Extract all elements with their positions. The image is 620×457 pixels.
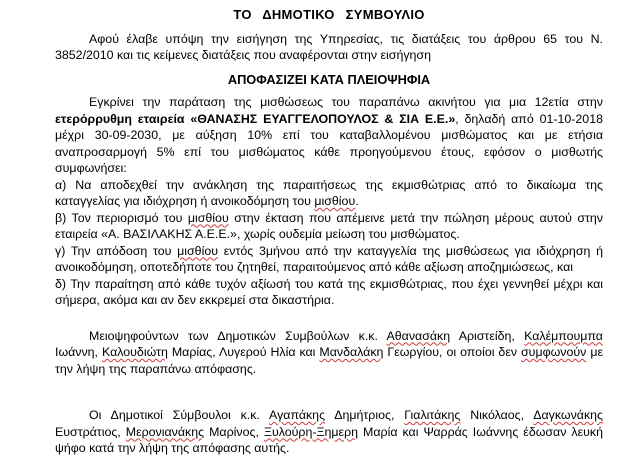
blank-votes-paragraph xyxy=(55,407,603,457)
text: Μαρία και Ψαρράς Ιωάννης έδωσαν λευκή ψήφο κατά την λήψη της απόφασης αυτής. xyxy=(55,424,603,455)
text: με την λήψη της παραπάνω απόφασης. xyxy=(55,345,603,376)
member-name: Αθανασάκη xyxy=(386,328,451,343)
condition-text: α) Να αποδεχθεί την ανάκληση της παραιτήσεως της εκμισθώτριας από το δικαίωμα της καταγγελίας για ιδιόχρηση ή ανοικοδόμηση του xyxy=(55,177,603,208)
spellcheck-word: συμφωνούν xyxy=(521,345,587,359)
condition-d xyxy=(55,276,603,309)
intro-paragraph: Αφού έλαβε υπόψη την εισήγηση της Υπηρεσίας, τις διατάξεις του άρθρου 65 του Ν. 3852/2010 και τις κείμενες διατάξεις που αναφέρονται στην εισήγηση xyxy=(55,31,603,62)
text: Μειοψηφούντων των Δημοτικών Συμβούλων κ.κ. xyxy=(89,328,387,343)
member-name: Αγαπάκης xyxy=(269,408,326,422)
condition-b xyxy=(55,210,603,243)
condition-text: γ) Την απόδοση του xyxy=(55,243,178,258)
member-name: Καλέμπουμπα xyxy=(524,328,603,343)
member-name: Μανδαλάκη xyxy=(319,345,384,359)
decision-heading: ΑΠΟΦΑΣΙΖΕΙ ΚΑΤΑ ΠΛΕΙΟΨΗΦΙΑ xyxy=(227,71,431,87)
text: Μαρίνος, xyxy=(204,424,264,439)
member-name: Δαγκωνάκης xyxy=(533,408,604,422)
text: Ιωάννη, xyxy=(55,345,102,359)
text: Γεωργίου, οι οποίοι δεν xyxy=(383,345,522,359)
condition-text: εντός 3μήνου από την καταγγελία της μισθώσεως για ιδιόχρηση ή ανοικοδόμηση, οποτεδήποτε του ζητηθεί, παραιτούμενος από κάθε αξίωση αποζημιώσεως, και xyxy=(55,243,603,274)
condition-c xyxy=(55,243,603,276)
member-name: Καλουδιώτη xyxy=(101,345,168,359)
text: Νικόλαος, xyxy=(460,408,534,422)
condition-text: δ) Την παραίτηση από κάθε τυχόν αξίωσή του κατά της εκμισθώτριας, που έχει γεννηθεί μέχρι και σήμερα, ακόμα και αν δεν εκκρεμεί στα δικαστήρια. xyxy=(55,276,603,307)
text: Αριστείδη, xyxy=(450,328,525,343)
condition-text: . xyxy=(355,194,359,208)
decision-paragraph xyxy=(55,94,603,177)
company-name: ετερόρρυθμη εταιρεία «ΘΑΝΑΣΗΣ ΕΥΑΓΓΕΛΟΠΟΥΛΟΣ & ΣΙΑ Ε.Ε.» xyxy=(55,111,456,126)
member-name: Ξυλούρη-Ξημερη xyxy=(263,424,359,439)
spellcheck-word: μισθίου xyxy=(187,210,229,225)
condition-text: β) Τον περιορισμό του xyxy=(55,210,188,225)
spellcheck-word: μισθίου xyxy=(314,194,356,208)
decision-text-2: , δηλαδή από 01-10-2018 μέχρι 30-09-2030, με αύξηση 10% επί του καταβαλλομένου μισθώματος και με ετήσια αναπροσαρμογή 5% επί του μισθώματος κάθε προηγούμενου έτους, εφόσον ο μισθωτής συμφωνήσει: xyxy=(55,111,603,175)
condition-text: στην έκταση που απέμεινε μετά την πώληση μέρους αυτού στην εταιρεία «Α. ΒΑΣΙΛΑΚΗΣ Α.Ε.Ε.», χωρίς ουδεμία μείωση του μισθώματος. xyxy=(55,210,603,241)
document-page xyxy=(55,0,603,457)
member-name: Μερονιανάκης xyxy=(125,424,205,439)
text: Δημήτριος, xyxy=(325,408,405,422)
decision-text-1: Εγκρίνει την παράταση της μισθώσεως του παραπάνω ακινήτου για μια 12ετία στην xyxy=(89,95,603,109)
text: Μαρίας, Λυγερού Ηλία και xyxy=(167,345,320,359)
condition-a xyxy=(55,177,603,210)
council-heading: ΤΟ ΔΗΜΟΤΙΚΟ ΣΥΜΒΟΥΛΙΟ xyxy=(233,7,425,22)
spellcheck-word: μισθίου xyxy=(177,243,218,258)
against-votes-paragraph xyxy=(55,328,603,378)
text: Ευστράτιος, xyxy=(55,424,126,439)
member-name: Γιαλιτάκης xyxy=(404,408,461,422)
text: Οι Δημοτικοί Σύμβουλοι κ.κ. xyxy=(89,408,270,422)
